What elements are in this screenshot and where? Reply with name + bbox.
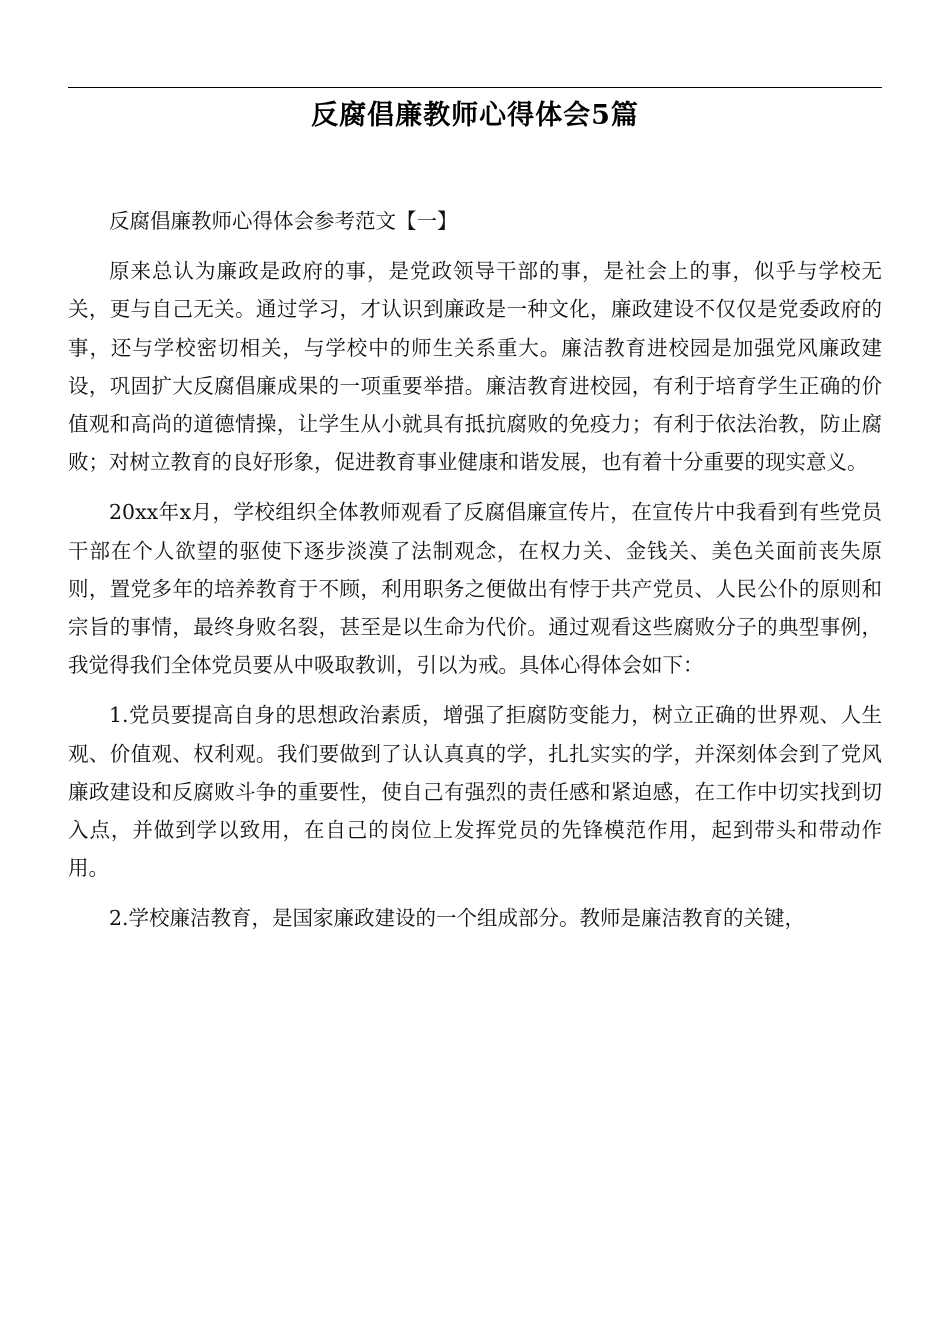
document-body (68, 202, 882, 950)
header-rule (68, 87, 882, 88)
document-title: 反腐倡廉教师心得体会5篇 (311, 100, 639, 131)
paragraph: 20xx年x月，学校组织全体教师观看了反腐倡廉宣传片，在宣传片中我看到有些党员干部在个人欲望的驱使下逐步淡漠了法制观念，在权力关、金钱关、美色关面前丧失原则，置党多年的培养教育于不顾，利用职务之便做出有悖于共产党员、人民公仆的原则和宗旨的事情，最终身败名裂，甚至是以生命为代价。通过观看这些腐败分子的典型事例，我觉得我们全体党员要从中吸取教训，引以为戒。具体心得体会如下： (68, 500, 882, 678)
paragraph: 原来总认为廉政是政府的事，是党政领导干部的事，是社会上的事，似乎与学校无关，更与自己无关。通过学习，才认识到廉政是一种文化，廉政建设不仅仅是党委政府的事，还与学校密切相关，与学校中的师生关系重大。廉洁教育进校园是加强党风廉政建设，巩固扩大反腐倡廉成果的一项重要举措。廉洁教育进校园，有利于培育学生正确的价值观和高尚的道德情操，让学生从小就具有抵抗腐败的免疫力；有利于依法治教，防止腐败；对树立教育的良好形象，促进教育事业健康和谐发展，也有着十分重要的现实意义。 (68, 259, 882, 475)
section-heading: 反腐倡廉教师心得体会参考范文【一】 (109, 209, 458, 233)
paragraph: 1.党员要提高自身的思想政治素质，增强了拒腐防变能力，树立正确的世界观、人生观、价值观、权利观。我们要做到了认认真真的学，扎扎实实的学，并深刻体会到了党风廉政建设和反腐败斗争的重要性，使自己有强烈的责任感和紧迫感，在工作中切实找到切入点，并做到学以致用，在自己的岗位上发挥党员的先锋模范作用，起到带头和带动作用。 (68, 703, 882, 881)
paragraph: 2.学校廉洁教育，是国家廉政建设的一个组成部分。教师是廉洁教育的关键， (109, 906, 806, 931)
